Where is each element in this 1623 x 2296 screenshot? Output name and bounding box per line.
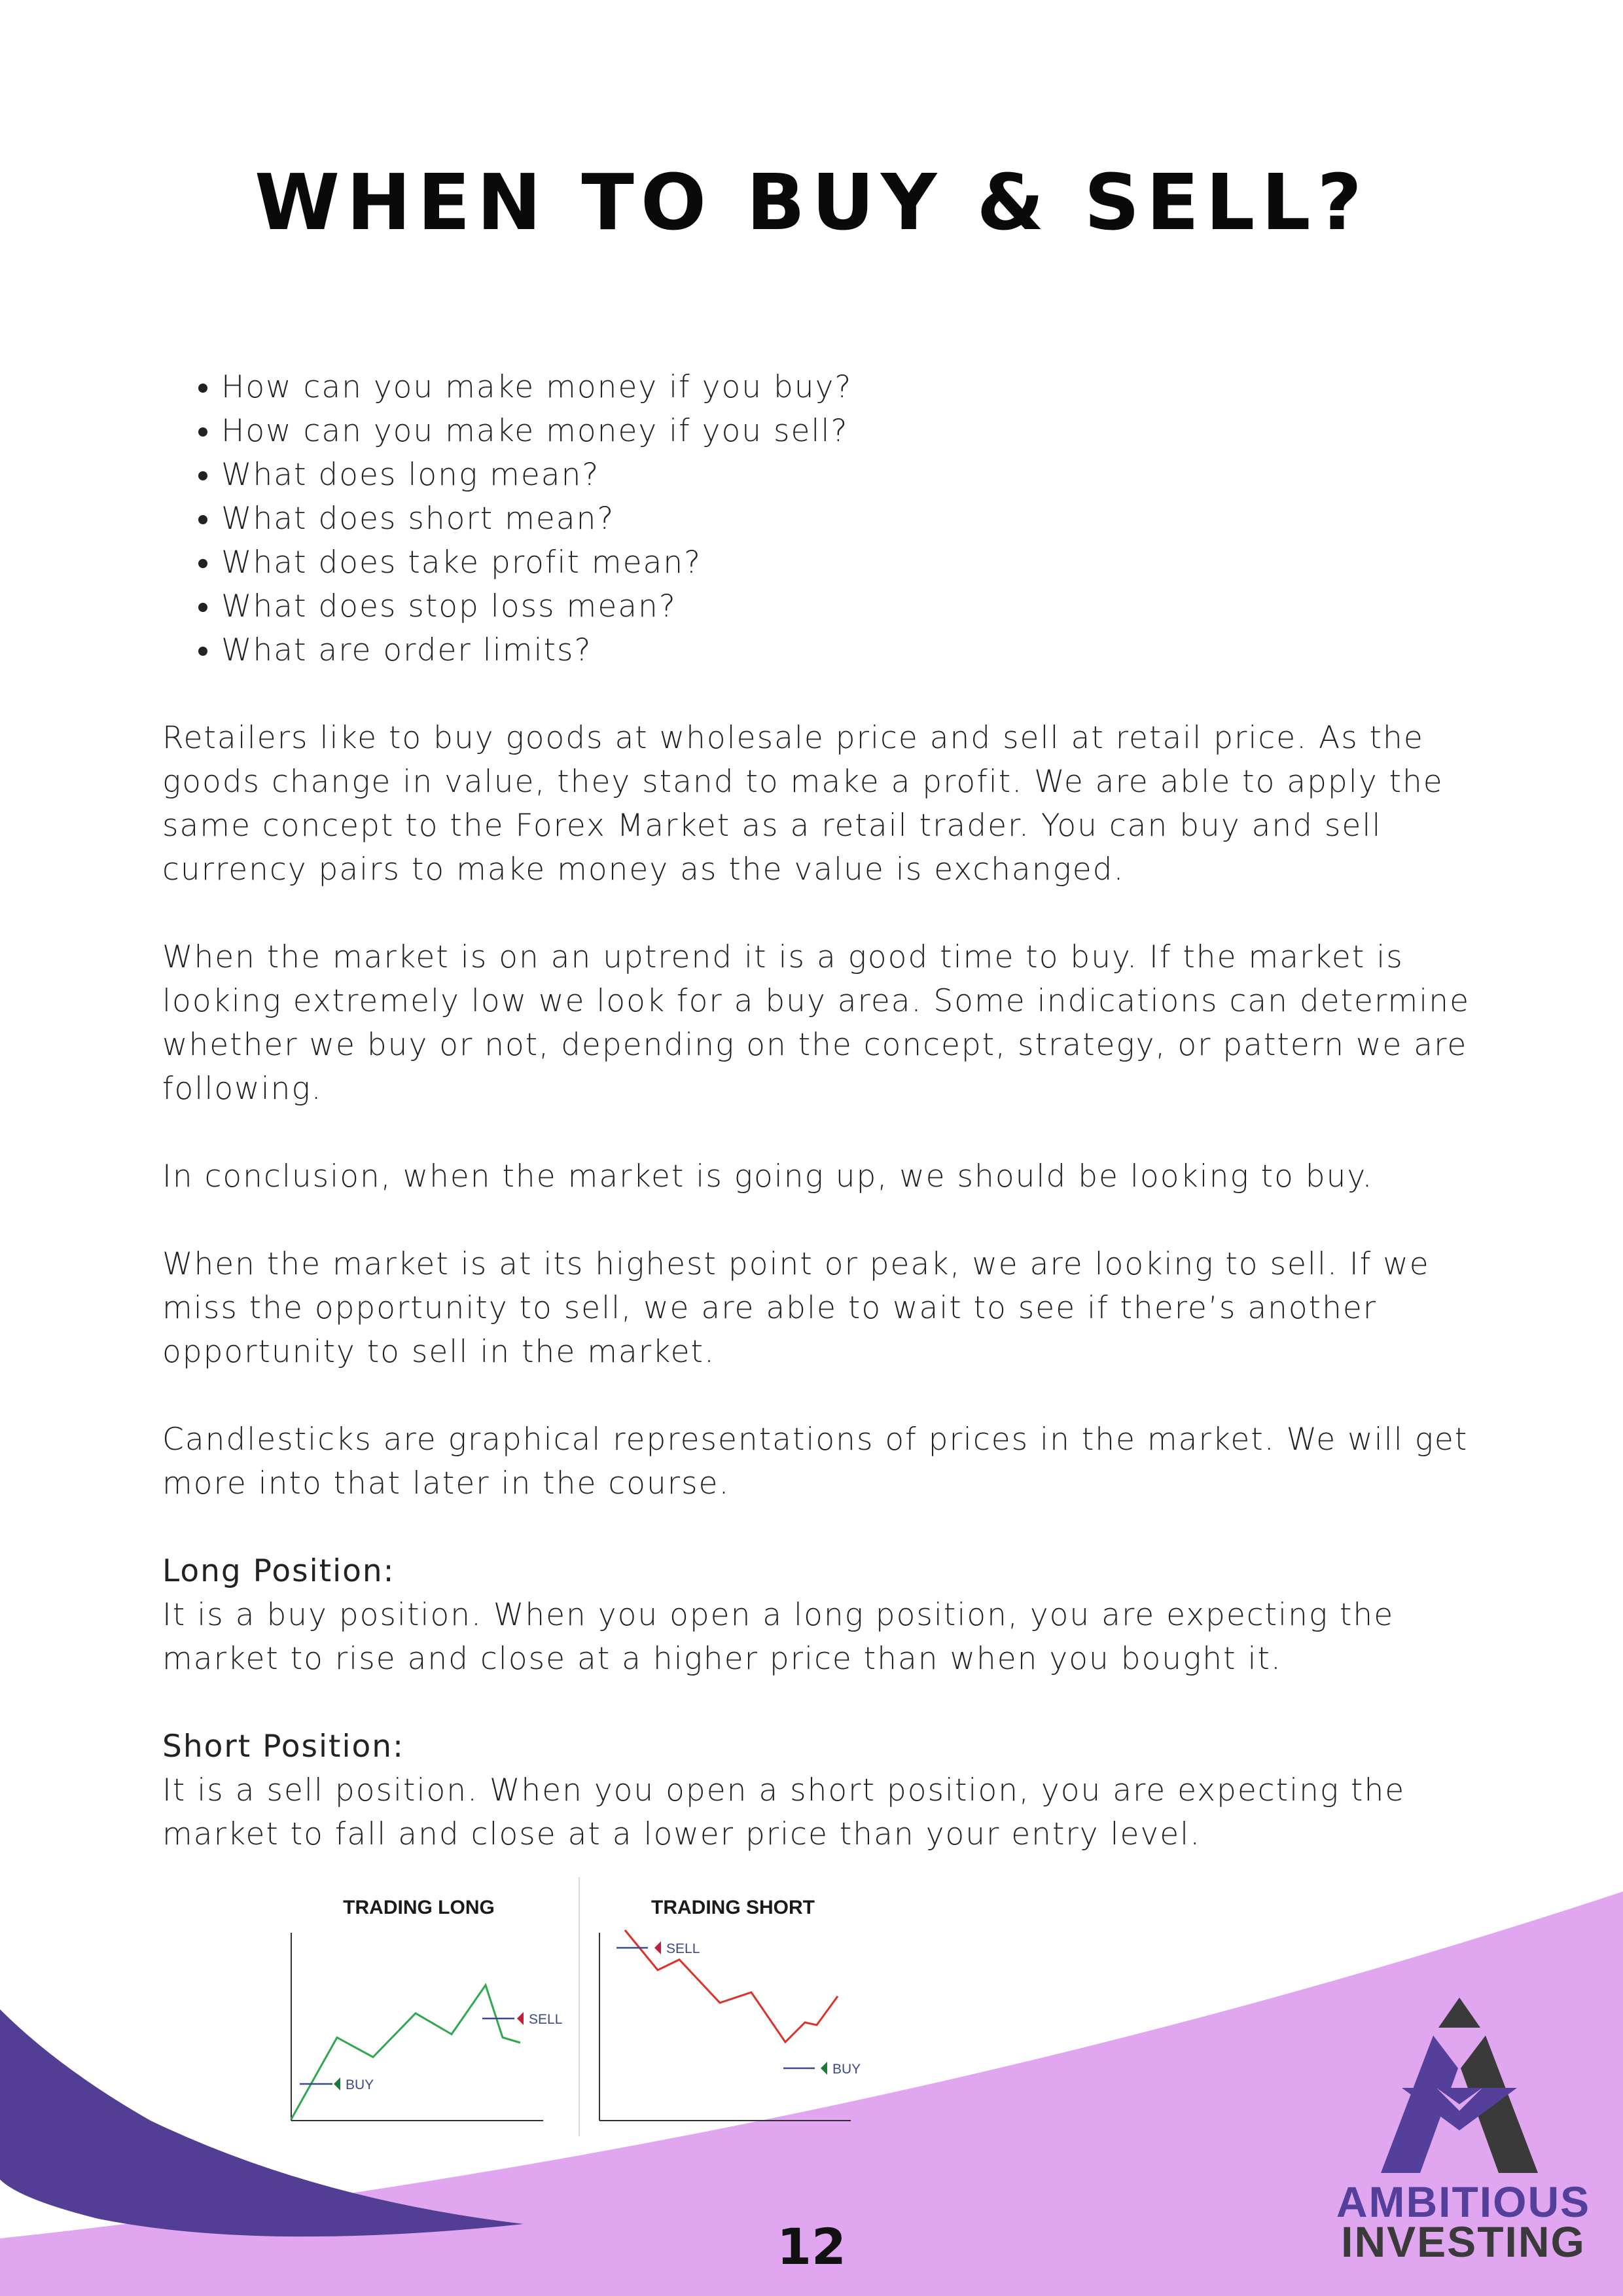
list-item: • What does stop loss mean? <box>221 584 1471 628</box>
buy-marker-icon <box>821 2062 827 2075</box>
brand-name-line1: AMBITIOUS <box>1336 2178 1591 2226</box>
figure-divider <box>579 1877 580 2136</box>
trading-long-figure <box>275 1877 563 2139</box>
trading-short-chart <box>589 1877 877 2139</box>
list-item: • What does short mean? <box>221 497 1471 541</box>
sell-label: SELL <box>666 1941 700 1956</box>
trading-short-figure <box>589 1877 877 2139</box>
page-title: WHEN TO BUY & SELL? <box>255 157 1368 247</box>
sell-marker-icon <box>517 2012 524 2025</box>
sell-marker-icon <box>654 1941 661 1954</box>
logo-peak <box>1438 1998 1480 2028</box>
long-position-heading: Long Position: <box>162 1553 395 1589</box>
list-item: • What does take profit mean? <box>221 541 1471 584</box>
paragraph-peak: When the market is at its highest point or peak, we are looking to sell. If we miss the opportunity to sell, we are able to wait to see if there’s another opportunity to sell in the market. <box>162 1246 1430 1370</box>
list-item: • What are order limits? <box>221 628 1471 672</box>
price-line <box>291 1985 520 2119</box>
brand-name-line2: INVESTING <box>1341 2217 1586 2266</box>
paragraph-conclusion: In conclusion, when the market is going up, we should be looking to buy. <box>162 1158 1374 1194</box>
page-content <box>162 365 1471 1856</box>
buy-marker-icon <box>334 2077 340 2090</box>
list-item: • What does long mean? <box>221 453 1471 497</box>
buy-label: BUY <box>346 2077 374 2092</box>
list-item: • How can you make money if you sell? <box>221 409 1471 453</box>
paragraph-retailers: Retailers like to buy goods at wholesale price and sell at retail price. As the goods change in value, they stand to make a profit. We are able to apply the same concept to the Forex Market as a retail trader. You can buy and sell currency pairs to make money as the value is exchanged. <box>162 720 1444 888</box>
paragraph-candlesticks: Candlesticks are graphical representations of prices in the market. We will get more into that later in the course. <box>162 1422 1469 1501</box>
sell-label: SELL <box>529 2012 563 2027</box>
paragraph-uptrend: When the market is on an uptrend it is a good time to buy. If the market is looking extremely low we look for a buy area. Some indications can determine whether we buy or not, depending on the concept, strategy, or pattern we are following. <box>162 939 1470 1107</box>
buy-label: BUY <box>832 2062 861 2077</box>
page-number: 12 <box>777 2217 846 2276</box>
trading-long-chart <box>275 1877 563 2139</box>
long-position-text: It is a buy position. When you open a long position, you are expecting the market to rise and close at a higher price than when you bought it. <box>162 1597 1395 1677</box>
short-position-text: It is a sell position. When you open a short position, you are expecting the market to fall and close at a lower price than your entry level. <box>162 1772 1406 1852</box>
short-position-heading: Short Position: <box>162 1729 404 1765</box>
trading-long-title: TRADING LONG <box>343 1897 495 1918</box>
question-list <box>162 365 1471 672</box>
list-item: • How can you make money if you buy? <box>221 365 1471 409</box>
trading-short-title: TRADING SHORT <box>651 1897 815 1918</box>
